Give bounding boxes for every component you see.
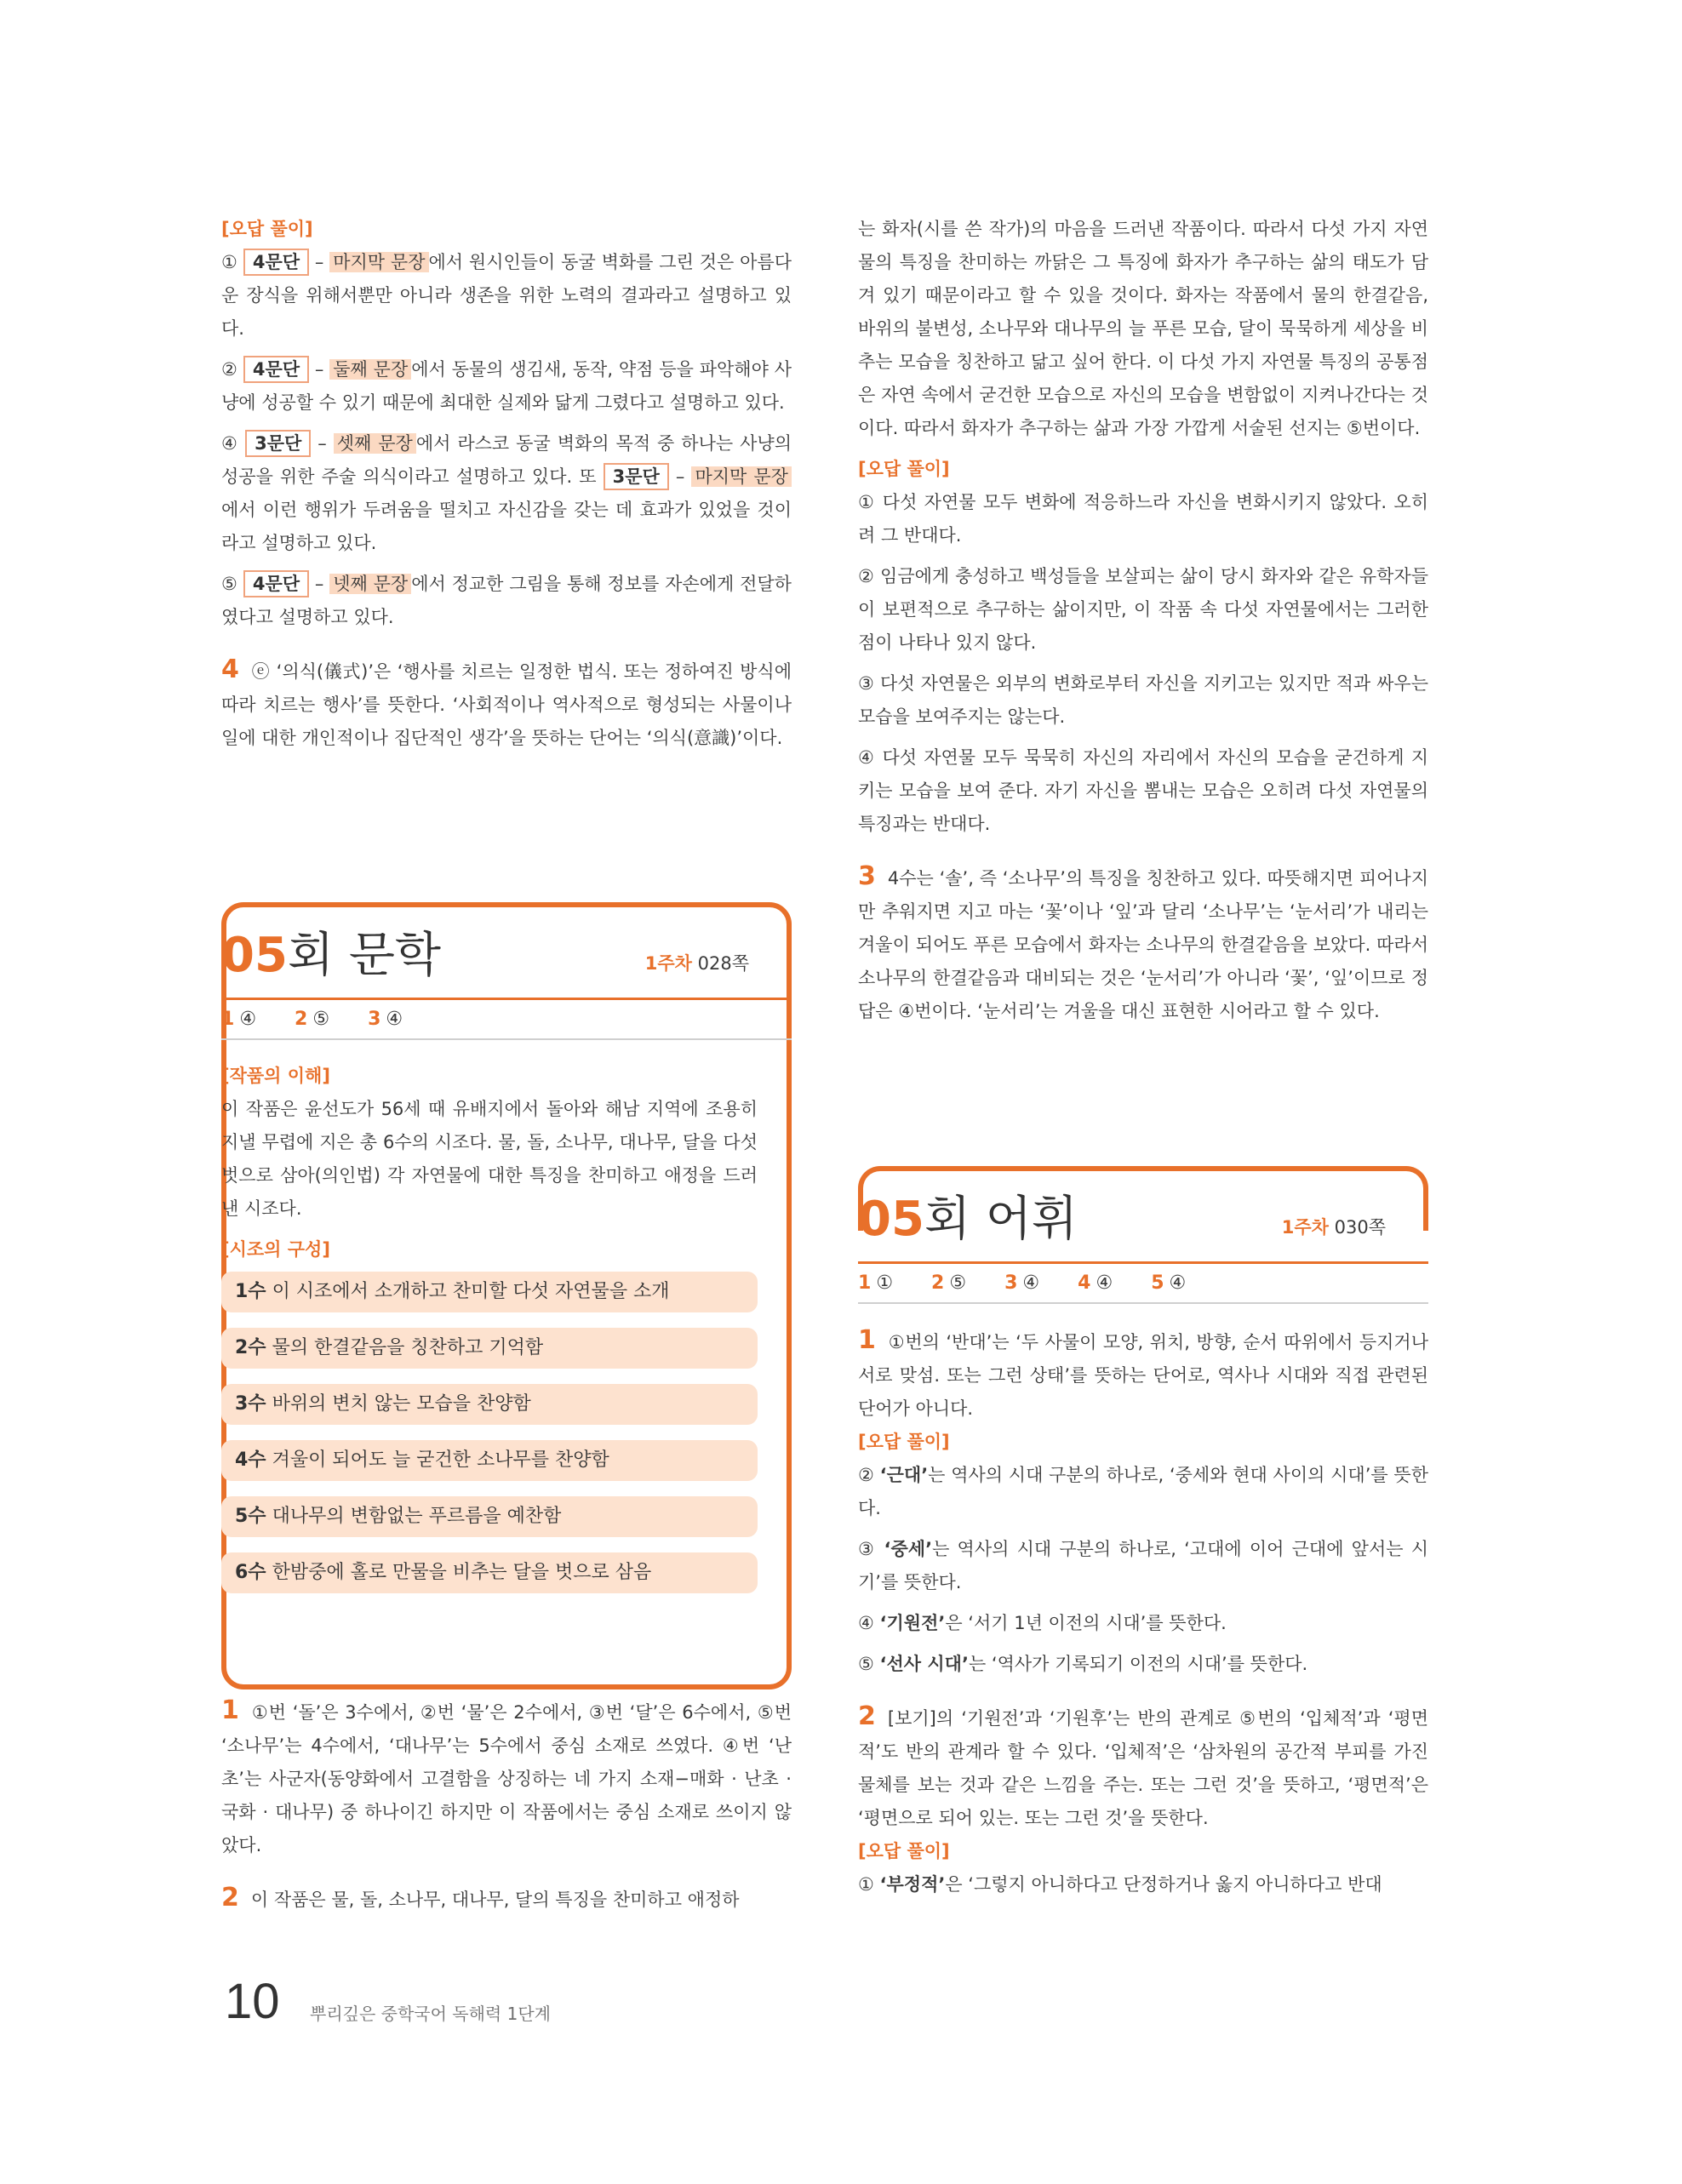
page-number: 10 [225, 1974, 280, 2029]
vocabulary-section [858, 1166, 1428, 1302]
paragraph-tag: 4문단 [243, 570, 309, 597]
wrong-answer-item: ③ 다섯 자연물은 외부의 변화로부터 자신을 지키고는 있지만 적과 싸우는 모습을 보여주지는 않는다. [858, 673, 1428, 727]
wrong-answer-item: ④ ‘기원전’은 ‘서기 1년 이전의 시대’를 뜻한다. [858, 1613, 1227, 1633]
wrong-answer-heading: [오답 풀이] [858, 459, 950, 479]
structure-heading: [시조의 구성] [221, 1239, 330, 1260]
explanation-item-1: ① 4문단 – 마지막 문장 에서 원시인들이 동굴 벽화를 그린 것은 아름다운 장식을 위해서뿐만 아니라 생존을 위한 노력의 결과라고 설명하고 있다. [221, 246, 792, 346]
right-column [858, 213, 1428, 1895]
stanza-item: 6수 한밤중에 홀로 만물을 비추는 달을 벗으로 삼음 [221, 1552, 758, 1593]
question-1-explanation: 1 ①번 ‘돌’은 3수에서, ②번 ‘물’은 2수에서, ③번 ‘달’은 6수에서, ⑤번 ‘소나무’는 4수에서, ‘대나무’는 5수에서 중심 소재로 쓰였다. ④번 ‘난초’는 사군자(동양화에서 고결함을 상징하는 네 가지 소재−매화 · 난초 · 국화 · 대나무) 중 하나이긴 하지만 이 작품에서는 중심 소재로 쓰이지 않았다. [221, 1695, 792, 1855]
answer-key: 1 ④ 2 ⑤ 3 ④ [221, 1009, 403, 1030]
stanza-item: 5수 대나무의 변함없는 푸르름을 예찬함 [221, 1496, 758, 1537]
answer-key-rule [221, 1038, 792, 1040]
stanza-item: 3수 바위의 변치 않는 모습을 찬양함 [221, 1384, 758, 1425]
page-footer [225, 1974, 551, 2029]
explanation-item-2: ② 4문단 – 둘째 문장 에서 동물의 생김새, 동작, 약점 등을 파악해야 사냥에 성공할 수 있기 때문에 최대한 실제와 닮게 그렸다고 설명하고 있다. [221, 353, 792, 420]
paragraph-tag: 3문단 [604, 463, 669, 490]
wrong-answer-item: ① 다섯 자연물 모두 변화에 적응하느라 자신을 변화시키지 않았다. 오히려 그 반대다. [858, 492, 1428, 546]
question-4-explanation: 4 ⓔ ‘의식(儀式)’은 ‘행사를 치르는 일정한 법식. 또는 정하여진 방식에 따라 치르는 행사’를 뜻한다. ‘사회적이나 역사적으로 형성되는 사물이나 일에 대한 개인적이나 집단적인 생각’을 뜻하는 단어는 ‘의식(意識)’이다. [221, 655, 792, 748]
vocabulary-body [858, 1324, 1428, 1901]
sentence-highlight: 넷째 문장 [329, 574, 411, 594]
explanation-item-4: ④ 3문단 – 셋째 문장 에서 라스코 동굴 벽화의 목적 중 하나는 사냥의 성공을 위한 주술 의식이라고 설명하고 있다. 또 3문단 – 마지막 문장에서 이런 행위가 두려움을 떨치고 자신감을 갖는 데 효과가 있었을 것이라고 설명하고 있다. [221, 427, 792, 560]
paragraph-tag: 4문단 [243, 356, 309, 383]
sentence-highlight: 셋째 문장 [334, 433, 416, 454]
stanza-item: 1수 이 시조에서 소개하고 찬미할 다섯 자연물을 소개 [221, 1272, 758, 1312]
question-1-explanation: 1 ①번의 ‘반대’는 ‘두 사물이 모양, 위치, 방향, 순서 따위에서 등지거나 서로 맞섬. 또는 그런 상태’를 뜻하는 단어로, 역사나 시대와 직접 관련된 단어가 아니다. [858, 1325, 1428, 1419]
wrong-answer-heading: [오답 풀이] [858, 1841, 950, 1861]
section-page-ref: 1주차 030쪽 [1281, 1217, 1386, 1238]
answer-key-rule [858, 1302, 1428, 1304]
explanation-item-5: ⑤ 4문단 – 넷째 문장 에서 정교한 그림을 통해 정보를 자손에게 전달하였다고 설명하고 있다. [221, 568, 792, 634]
wrong-answer-item: ② ‘근대’는 역사의 시대 구분의 하나로, ‘중세와 현대 사이의 시대’를 뜻한다. [858, 1465, 1428, 1518]
left-column [221, 213, 792, 1912]
understanding-heading: [작품의 이해] [221, 1066, 330, 1086]
wrong-answer-item: ⑤ ‘선사 시대’는 ‘역사가 기록되기 이전의 시대’를 뜻한다. [858, 1654, 1308, 1674]
sentence-highlight: 마지막 문장 [691, 466, 792, 487]
question-3-explanation: 3 4수는 ‘솔’, 즉 ‘소나무’의 특징을 칭찬하고 있다. 따뜻해지면 피어나지만 추워지면 지고 마는 ‘꽃’이나 ‘잎’과 달리 ‘소나무’는 ‘눈서리’가 내리는 겨울이 되어도 푸른 모습에서 화자는 소나무의 한결같음을 보았다. 따라서 소나무의 한결같음과 대비되는 것은 ‘눈서리’가 아니라 ‘꽃’, ‘잎’이므로 정답은 ④번이다. ‘눈서리’는 겨울을 대신 표현한 시어라고 할 수 있다. [858, 861, 1428, 1021]
book-title: 뿌리깊은 중학국어 독해력 1단계 [310, 2004, 551, 2024]
understanding-text: 이 작품은 윤선도가 56세 때 유배지에서 돌아와 해남 지역에 조용히 지낼 무렵에 지은 총 6수의 시조다. 물, 돌, 소나무, 대나무, 달을 다섯 벗으로 삼아(의인법) 각 자연물에 대한 특징을 찬미하고 애정을 드러낸 시조다. [221, 1099, 758, 1219]
wrong-answer-heading: [오답 풀이] [221, 219, 313, 239]
wrong-answer-item: ④ 다섯 자연물 모두 묵묵히 자신의 자리에서 자신의 모습을 굳건하게 지키는 모습을 보여 준다. 자기 자신을 뽐내는 모습은 오히려 다섯 자연물의 특징과는 반대다. [858, 747, 1428, 834]
stanza-item: 4수 겨울이 되어도 늘 굳건한 소나무를 찬양함 [221, 1440, 758, 1481]
wrong-answer-item: ① ‘부정적’은 ‘그렇지 아니하다고 단정하거나 옳지 아니하다고 반대 [858, 1874, 1382, 1895]
question-2-explanation: 2 [보기]의 ‘기원전’과 ‘기원후’는 반의 관계로 ⑤번의 ‘입체적’과 ‘평면적’도 반의 관계라 할 수 있다. ‘입체적’은 ‘삼차원의 공간적 부피를 가진 물체를 보는 것과 같은 느낌을 주는. 또는 그런 것’을 뜻하고, ‘평면적’은 ‘평면으로 되어 있는. 또는 그런 것’을 뜻한다. [858, 1701, 1428, 1828]
section-title: 05회 어휘 [858, 1192, 1078, 1247]
wrong-answer-item: ③ ‘중세’는 역사의 시대 구분의 하나로, ‘고대에 이어 근대에 앞서는 시기’를 뜻한다. [858, 1539, 1428, 1592]
sentence-highlight: 둘째 문장 [329, 359, 411, 380]
question-2-continued: 는 화자(시를 쓴 작가)의 마음을 드러낸 작품이다. 따라서 다섯 가지 자연물의 특징을 찬미하는 까닭은 그 특징에 화자가 추구하는 삶의 태도가 담겨 있기 때문이라고 할 수 있을 것이다. 화자는 작품에서 물의 한결같음, 바위의 불변성, 소나무와 대나무의 늘 푸른 모습, 달이 묵묵하게 세상을 비추는 모습을 칭찬하고 닮고 싶어 한다. 이 다섯 가지 자연물 특징의 공통점은 자연 속에서 굳건한 모습으로 자신의 모습을 변함없이 지켜나간다는 것이다. 따라서 화자가 추구하는 삶과 가장 가깝게 서술된 선지는 ⑤번이다. [858, 219, 1428, 438]
paragraph-tag: 4문단 [243, 249, 309, 276]
literature-body [221, 1060, 758, 1609]
literature-questions [221, 1694, 792, 1917]
wrong-answer-heading: [오답 풀이] [858, 1432, 950, 1452]
section-divider [221, 998, 792, 1000]
literature-section [221, 902, 792, 1689]
stanza-item: 2수 물의 한결같음을 칭찬하고 기억함 [221, 1328, 758, 1369]
section-page-ref: 1주차 028쪽 [644, 953, 749, 974]
sentence-highlight: 마지막 문장 [329, 252, 428, 272]
question-2-explanation: 2 이 작품은 물, 돌, 소나무, 대나무, 달의 특징을 찬미하고 애정하 [221, 1883, 740, 1912]
section-title: 05회 문학 [221, 928, 442, 983]
paragraph-tag: 3문단 [245, 430, 311, 457]
section-divider [858, 1261, 1428, 1264]
answer-key: 1 ① 2 ⑤ 3 ④ 4 ④ 5 ④ [858, 1272, 1187, 1294]
wrong-answer-item: ② 임금에게 충성하고 백성들을 보살피는 삶이 당시 화자와 같은 유학자들이 보편적으로 추구하는 삶이지만, 이 작품 속 다섯 자연물에서는 그러한 점이 나타나 있지 않다. [858, 566, 1428, 653]
question-number: 4 [221, 655, 239, 684]
